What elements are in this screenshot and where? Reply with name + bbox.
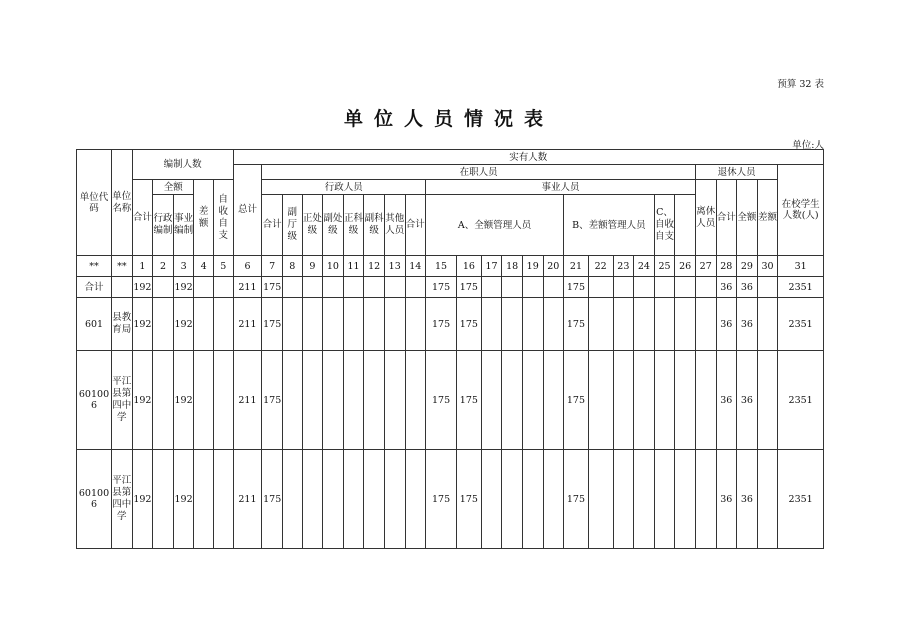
table-cell	[364, 351, 385, 450]
table-cell	[153, 351, 174, 450]
column-number: 20	[543, 256, 564, 277]
column-number: 22	[588, 256, 613, 277]
table-cell: 192	[132, 277, 153, 298]
table-cell	[481, 351, 502, 450]
table-cell: 36	[716, 450, 737, 549]
table-cell	[634, 351, 655, 450]
table-cell	[613, 351, 634, 450]
table-cell: 192	[173, 450, 194, 549]
table-cell	[194, 450, 214, 549]
table-cell: 36	[716, 277, 737, 298]
header-chief-div: 正处级	[302, 195, 323, 256]
table-cell: 211	[233, 277, 262, 298]
column-number: 25	[654, 256, 675, 277]
table-cell	[153, 450, 174, 549]
table-cell: 36	[737, 351, 758, 450]
header-quota: 编制人数	[132, 150, 233, 180]
header-inst-staff: 事业人员	[426, 180, 696, 195]
column-number: 6	[233, 256, 262, 277]
row-name: 平江县第四中学	[112, 351, 133, 450]
table-cell	[405, 277, 426, 298]
table-cell	[343, 450, 364, 549]
table-cell: 192	[173, 277, 194, 298]
table-cell: 175	[262, 298, 283, 351]
table-cell	[405, 298, 426, 351]
table-cell	[613, 298, 634, 351]
header-students: 在校学生人数(人)	[778, 165, 824, 256]
table-cell	[502, 277, 523, 298]
table-cell	[384, 298, 405, 351]
table-cell	[302, 277, 323, 298]
column-number: 11	[343, 256, 364, 277]
table-cell: 175	[262, 277, 283, 298]
table-cell	[757, 450, 778, 549]
unit-label: 单位:人	[792, 140, 824, 151]
header-c-self: C、自收自支	[654, 195, 675, 256]
table-cell	[502, 351, 523, 450]
column-number: 31	[778, 256, 824, 277]
table-cell	[502, 450, 523, 549]
table-cell	[654, 450, 675, 549]
table-cell: 175	[457, 277, 482, 298]
table-cell	[757, 298, 778, 351]
table-cell: 175	[564, 351, 589, 450]
table-cell	[282, 277, 302, 298]
table-cell	[634, 277, 655, 298]
header-retired-leave: 离休人员	[695, 180, 716, 256]
table-cell: 175	[564, 298, 589, 351]
column-number: 24	[634, 256, 655, 277]
page-title: 单位人员情况表	[343, 108, 554, 130]
column-number: 15	[426, 256, 457, 277]
table-cell	[695, 450, 716, 549]
personnel-table	[76, 149, 824, 549]
column-number: 4	[194, 256, 214, 277]
table-cell: 175	[457, 351, 482, 450]
header-code: 单位代码	[77, 150, 112, 256]
table-cell	[282, 298, 302, 351]
header-a-mgmt: A、全额管理人员	[426, 195, 564, 256]
header-quota-full: 全额	[153, 180, 194, 195]
table-cell: 175	[262, 450, 283, 549]
header-admin-total: 合计	[262, 195, 283, 256]
table-cell	[675, 450, 696, 549]
header-retire-diff: 差额	[757, 180, 778, 256]
column-number: 30	[757, 256, 778, 277]
column-number: 29	[737, 256, 758, 277]
table-cell	[323, 351, 344, 450]
row-code: 601006	[77, 351, 112, 450]
table-cell	[384, 450, 405, 549]
table-cell	[194, 277, 214, 298]
table-cell	[522, 298, 543, 351]
table-cell	[654, 298, 675, 351]
table-cell	[675, 298, 696, 351]
table-cell: 175	[426, 298, 457, 351]
table-cell	[384, 277, 405, 298]
table-cell: 36	[737, 450, 758, 549]
table-cell: 192	[132, 298, 153, 351]
table-cell	[213, 351, 233, 450]
table-cell	[634, 450, 655, 549]
table-cell	[343, 351, 364, 450]
table-cell	[675, 277, 696, 298]
header-retire-total: 合计	[716, 180, 737, 256]
table-cell	[588, 277, 613, 298]
form-number: 预算 32 表	[777, 79, 824, 90]
row-name: 县教育局	[112, 298, 133, 351]
row-code: 601006	[77, 450, 112, 549]
header-chief-sec: 正科级	[343, 195, 364, 256]
column-number: 21	[564, 256, 589, 277]
table-cell: 175	[564, 277, 589, 298]
table-cell: 175	[426, 351, 457, 450]
table-cell: 211	[233, 351, 262, 450]
header-diff: 差额	[194, 180, 214, 256]
table-cell: 2351	[778, 351, 824, 450]
table-cell	[364, 450, 385, 549]
table-cell	[323, 277, 344, 298]
table-cell: 36	[716, 298, 737, 351]
table-cell	[302, 351, 323, 450]
table-cell	[634, 298, 655, 351]
table-cell	[405, 351, 426, 450]
column-number: **	[77, 256, 112, 277]
table-cell	[481, 277, 502, 298]
column-number: 26	[675, 256, 696, 277]
row-name: 平江县第四中学	[112, 450, 133, 549]
table-cell	[343, 277, 364, 298]
table-cell	[302, 298, 323, 351]
table-cell	[364, 298, 385, 351]
column-number: 16	[457, 256, 482, 277]
table-cell	[543, 277, 564, 298]
data-rows	[77, 277, 824, 549]
table-cell	[695, 298, 716, 351]
table-cell	[405, 450, 426, 549]
table-cell	[282, 351, 302, 450]
table-cell	[481, 298, 502, 351]
table-cell	[522, 450, 543, 549]
table-cell: 2351	[778, 450, 824, 549]
column-number: 1	[132, 256, 153, 277]
table-cell	[364, 277, 385, 298]
column-number: 8	[282, 256, 302, 277]
table-cell: 2351	[778, 298, 824, 351]
table-cell	[213, 298, 233, 351]
table-cell	[213, 277, 233, 298]
column-number: 12	[364, 256, 385, 277]
column-number: 10	[323, 256, 344, 277]
table-cell: 192	[132, 450, 153, 549]
table-cell	[757, 351, 778, 450]
column-number: 27	[695, 256, 716, 277]
column-number-row	[77, 256, 824, 277]
table-cell	[522, 277, 543, 298]
table-cell: 36	[737, 277, 758, 298]
table-cell	[213, 450, 233, 549]
header-deputy-sec: 副科级	[364, 195, 385, 256]
table-cell: 175	[426, 450, 457, 549]
table-cell	[695, 277, 716, 298]
table-cell	[613, 277, 634, 298]
table-cell	[613, 450, 634, 549]
table-cell	[654, 277, 675, 298]
table-cell: 175	[564, 450, 589, 549]
table-cell	[153, 277, 174, 298]
table-cell	[323, 298, 344, 351]
table-cell	[384, 351, 405, 450]
table-cell: 36	[716, 351, 737, 450]
header-onjob: 在职人员	[262, 165, 696, 180]
header-retire: 退休人员	[695, 165, 777, 180]
table-cell	[282, 450, 302, 549]
column-number: 23	[613, 256, 634, 277]
table-cell	[695, 351, 716, 450]
table-cell	[323, 450, 344, 549]
table-cell: 175	[262, 351, 283, 450]
table-cell: 175	[457, 450, 482, 549]
column-number: **	[112, 256, 133, 277]
table-cell: 211	[233, 298, 262, 351]
table-cell	[302, 450, 323, 549]
table-row	[77, 450, 824, 549]
header-inst: 事业编制	[173, 195, 194, 256]
table-cell	[588, 450, 613, 549]
table-cell	[343, 298, 364, 351]
header-other-a: 其他人员	[384, 195, 405, 256]
column-number: 2	[153, 256, 174, 277]
column-number: 3	[173, 256, 194, 277]
column-number: 19	[522, 256, 543, 277]
table-cell	[522, 351, 543, 450]
table-cell	[654, 351, 675, 450]
header-actual: 实有人数	[233, 150, 823, 165]
column-number: 28	[716, 256, 737, 277]
table-row	[77, 351, 824, 450]
table-cell	[757, 277, 778, 298]
table-cell	[543, 351, 564, 450]
table-cell	[543, 450, 564, 549]
table-cell: 175	[426, 277, 457, 298]
header-quota-total: 合计	[132, 180, 153, 256]
table-cell	[194, 298, 214, 351]
header-name: 单位名称	[112, 150, 133, 256]
header-self: 自收自支	[213, 180, 233, 256]
table-cell: 192	[173, 351, 194, 450]
header-grand-total: 总计	[233, 165, 262, 256]
table-row	[77, 277, 824, 298]
table-cell	[153, 298, 174, 351]
column-number: 14	[405, 256, 426, 277]
column-number: 13	[384, 256, 405, 277]
header-admin: 行政编制	[153, 195, 174, 256]
header-deputy-div: 副处级	[323, 195, 344, 256]
table-row	[77, 298, 824, 351]
table-cell: 192	[132, 351, 153, 450]
table-cell: 175	[457, 298, 482, 351]
table-cell: 2351	[778, 277, 824, 298]
column-number: 9	[302, 256, 323, 277]
header-retire-full: 全额	[737, 180, 758, 256]
header-b-mgmt: B、差额管理人员	[564, 195, 655, 256]
table-cell	[502, 298, 523, 351]
table-cell: 211	[233, 450, 262, 549]
column-number: 7	[262, 256, 283, 277]
table-cell	[675, 351, 696, 450]
table-cell	[543, 298, 564, 351]
column-number: 5	[213, 256, 233, 277]
table-cell: 192	[173, 298, 194, 351]
row-code: 601	[77, 298, 112, 351]
table-cell	[588, 298, 613, 351]
column-number: 18	[502, 256, 523, 277]
table-cell	[194, 351, 214, 450]
row-name	[112, 277, 133, 298]
row-code: 合计	[77, 277, 112, 298]
header-admin-staff: 行政人员	[262, 180, 426, 195]
table-cell	[588, 351, 613, 450]
column-number: 17	[481, 256, 502, 277]
header-inst-total: 合计	[405, 195, 426, 256]
table-cell: 36	[737, 298, 758, 351]
table-cell	[481, 450, 502, 549]
header-deputy-bureau: 副厅级	[282, 195, 302, 256]
